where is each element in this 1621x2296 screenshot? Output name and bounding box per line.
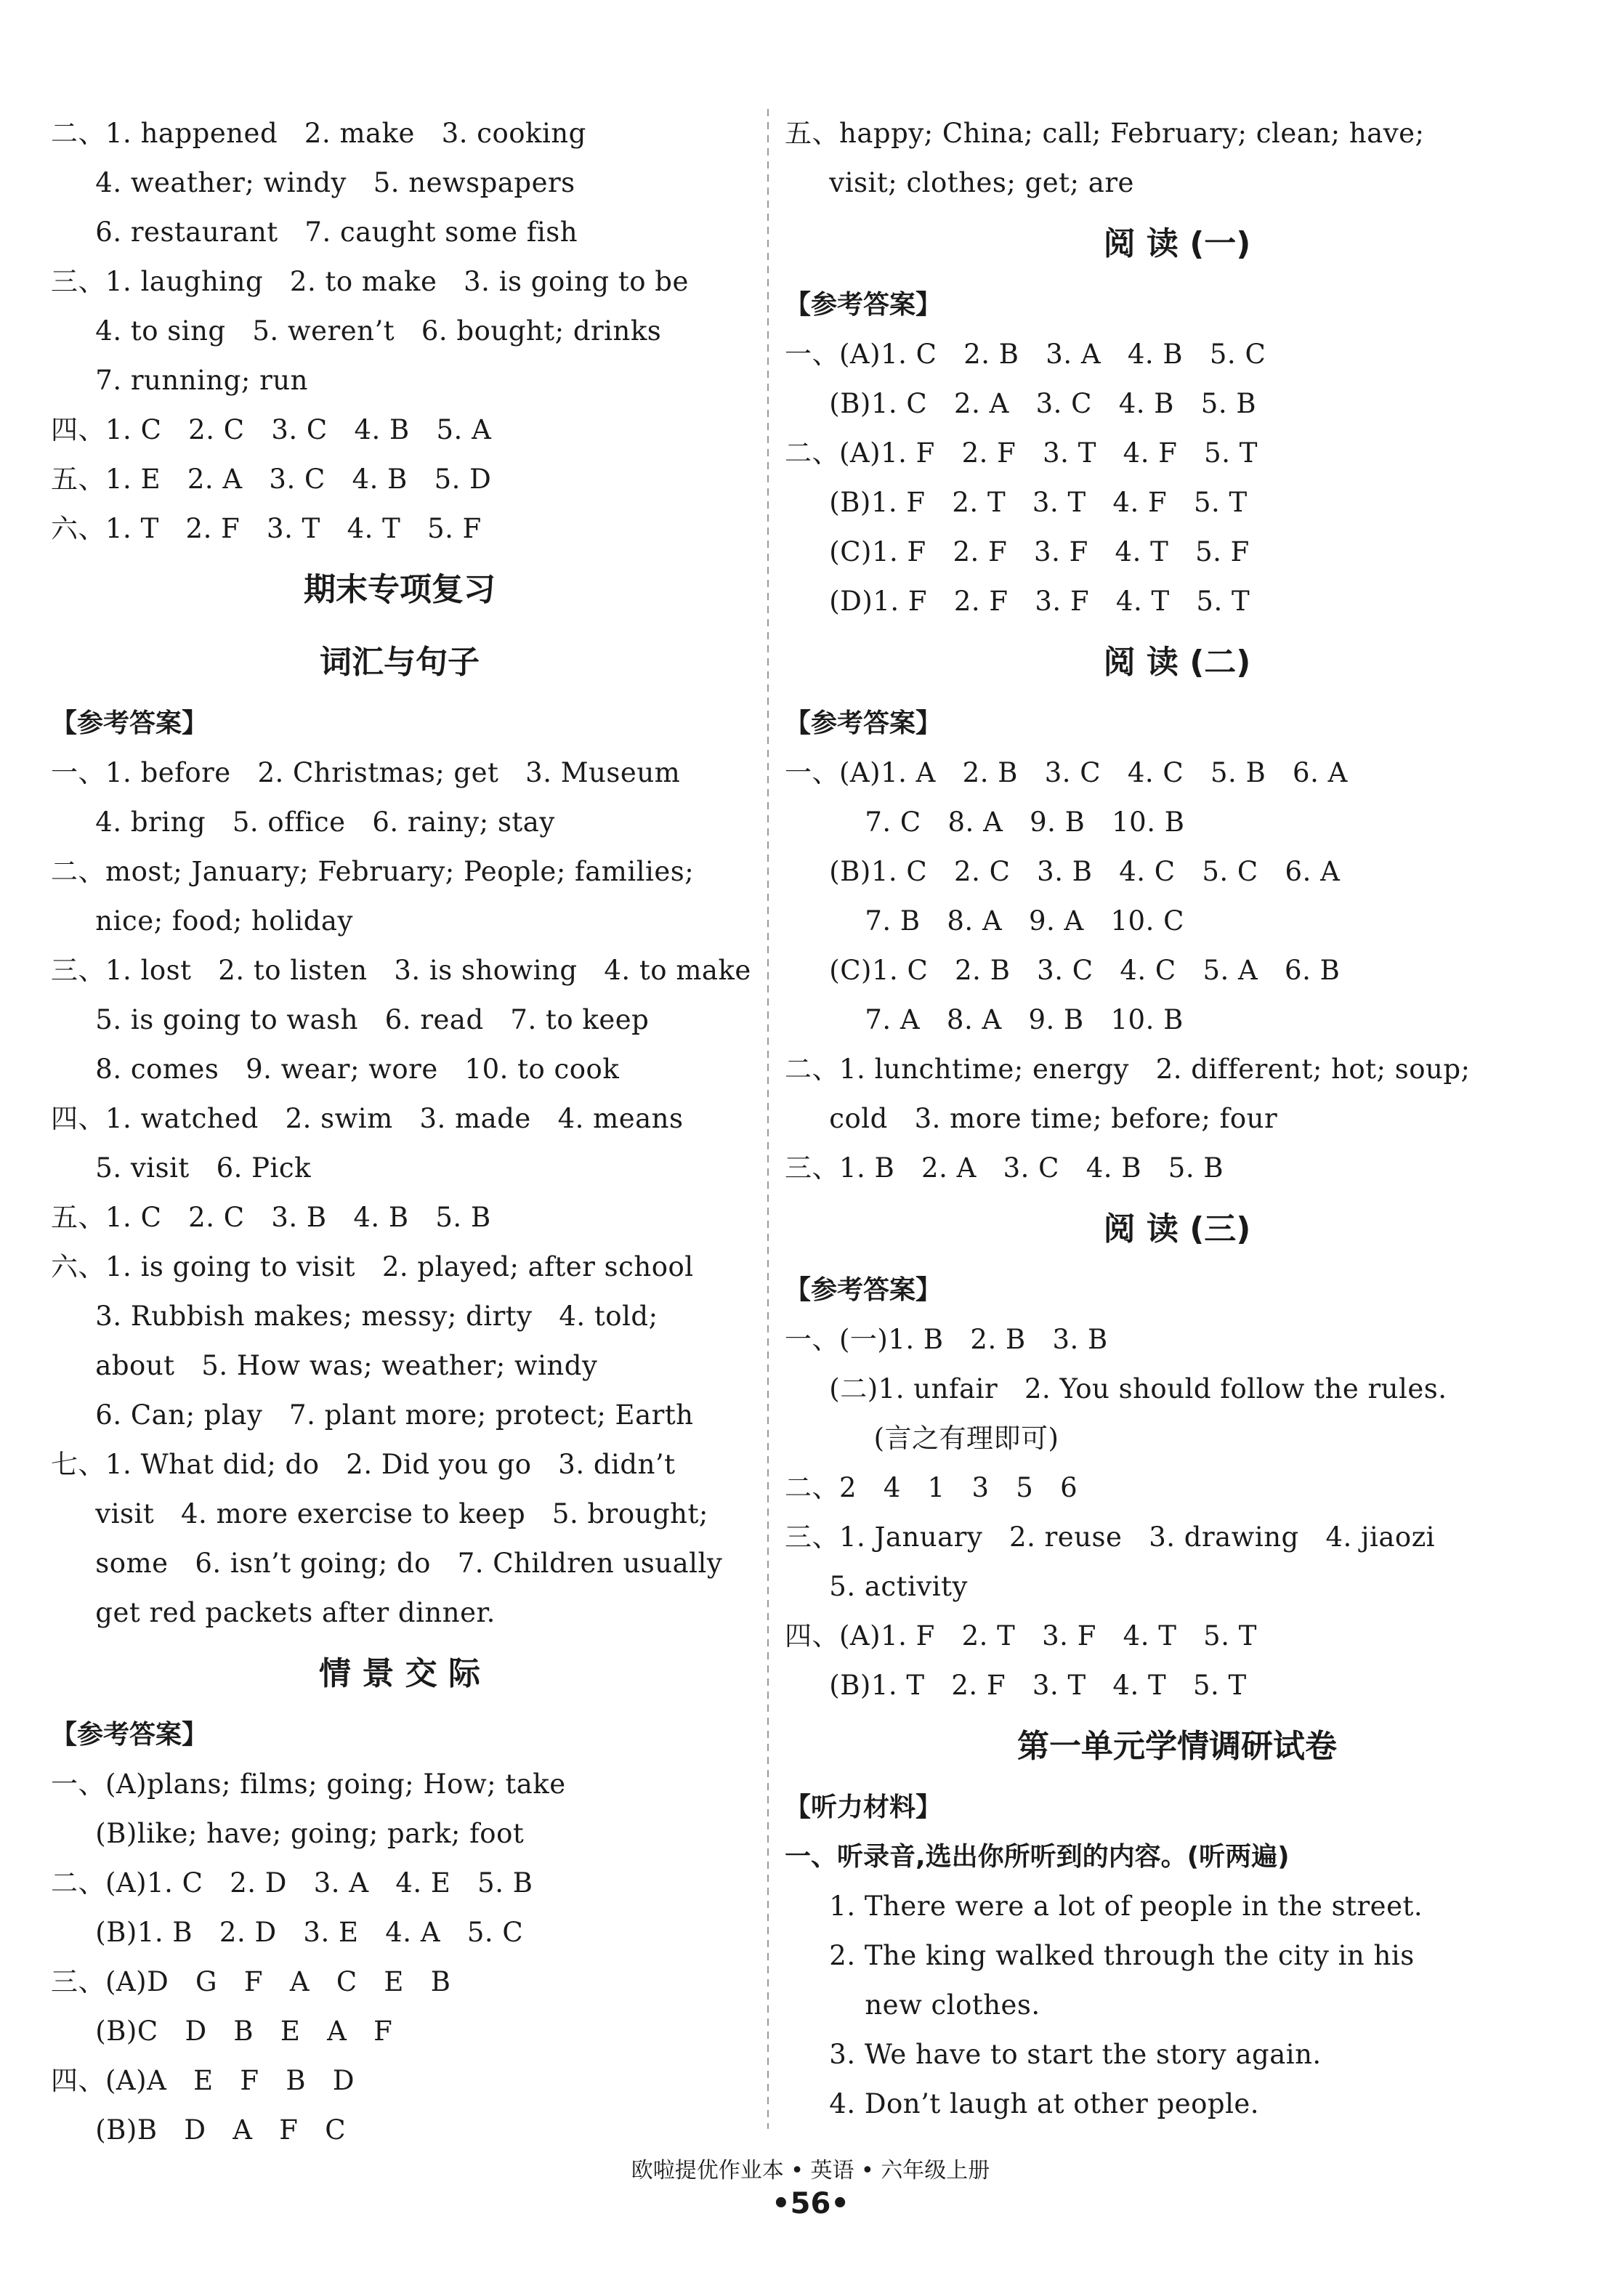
section-label: 【参考答案】 [785, 290, 942, 320]
answer-line: some 6. isn’t going; do 7. Children usually [51, 1548, 723, 1579]
answer-line: 7. B 8. A 9. A 10. C [785, 905, 1184, 937]
answer-line: cold 3. more time; before; four [785, 1103, 1278, 1134]
section-title: 阅 读 (一) [1103, 225, 1251, 262]
answer-line: 2. The king walked through the city in his [785, 1940, 1415, 1971]
answer-line: 一、(A)plans; films; going; How; take [51, 1769, 566, 1800]
answer-line: 六、1. T 2. F 3. T 4. T 5. F [51, 513, 482, 544]
section-title: 情 景 交 际 [319, 1655, 480, 1692]
answer-line: 一、1. before 2. Christmas; get 3. Museum [51, 757, 681, 788]
answer-line: 7. running; run [51, 365, 308, 396]
answer-line: 3. We have to start the story again. [785, 2039, 1322, 2070]
section-label: 【参考答案】 [51, 708, 209, 738]
left-column [51, 109, 751, 2155]
answer-line: 三、(A)D G F A C E B [51, 1966, 451, 1997]
page-number: •56• [772, 2187, 849, 2220]
section-label: 一、听录音,选出你所听到的内容。(听两遍) [785, 1842, 1290, 1872]
answer-line: 三、1. laughing 2. to make 3. is going to be [51, 266, 689, 297]
answer-line: 6. Can; play 7. plant more; protect; Earth [51, 1399, 694, 1431]
answer-line: nice; food; holiday [51, 905, 353, 937]
answer-line: 二、(A)1. C 2. D 3. A 4. E 5. B [51, 1867, 533, 1899]
answer-line: about 5. How was; weather; windy [51, 1350, 598, 1381]
answer-line: 二、2 4 1 3 5 6 [785, 1472, 1078, 1503]
answer-line: 7. A 8. A 9. B 10. B [785, 1004, 1184, 1035]
answer-line: 3. Rubbish makes; messy; dirty 4. told; [51, 1301, 658, 1332]
answer-line: 五、1. E 2. A 3. C 4. B 5. D [51, 464, 492, 495]
answer-line: 六、1. is going to visit 2. played; after school [51, 1251, 694, 1282]
answer-line: 4. bring 5. office 6. rainy; stay [51, 807, 555, 838]
answer-line: 5. is going to wash 6. read 7. to keep [51, 1004, 650, 1035]
answer-line: (B)1. B 2. D 3. E 4. A 5. C [51, 1917, 524, 1948]
answer-line: 三、1. B 2. A 3. C 4. B 5. B [785, 1152, 1224, 1184]
answer-line: (B)1. T 2. F 3. T 4. T 5. T [785, 1670, 1247, 1701]
answer-line: 四、1. watched 2. swim 3. made 4. means [51, 1103, 684, 1134]
section-title: 词汇与句子 [320, 644, 480, 681]
section-title: 第一单元学情调研试卷 [1017, 1728, 1337, 1765]
answer-line: 四、(A)1. F 2. T 3. F 4. T 5. T [785, 1620, 1257, 1652]
section-title: 期末专项复习 [304, 571, 496, 608]
answer-line: 二、most; January; February; People; families; [51, 856, 695, 887]
answer-line: 4. Don’t laugh at other people. [785, 2088, 1260, 2119]
answer-line: (B)like; have; going; park; foot [51, 1818, 525, 1849]
answer-line: 二、(A)1. F 2. F 3. T 4. F 5. T [785, 437, 1258, 469]
answer-line: visit; clothes; get; are [785, 167, 1134, 198]
answer-line: (二)1. unfair 2. You should follow the rules. [785, 1373, 1447, 1404]
answer-line: 二、1. lunchtime; energy 2. different; hot; soup; [785, 1054, 1471, 1085]
answer-line: 4. to sing 5. weren’t 6. bought; drinks [51, 315, 662, 347]
answer-line: 三、1. lost 2. to listen 3. is showing 4. to make [51, 955, 751, 986]
right-column [785, 109, 1569, 2129]
answer-line: new clothes. [785, 1989, 1040, 2021]
answer-line: 4. weather; windy 5. newspapers [51, 167, 575, 198]
section-label: 【参考答案】 [51, 1720, 209, 1750]
answer-line: 7. C 8. A 9. B 10. B [785, 807, 1185, 838]
answer-line: 一、(一)1. B 2. B 3. B [785, 1324, 1108, 1355]
section-title: 阅 读 (三) [1103, 1210, 1251, 1248]
answer-line: (言之有理即可) [785, 1423, 1059, 1454]
section-title: 阅 读 (二) [1103, 644, 1251, 681]
answer-line: 一、(A)1. A 2. B 3. C 4. C 5. B 6. A [785, 757, 1348, 788]
answer-line: (B)1. C 2. C 3. B 4. C 5. C 6. A [785, 856, 1341, 887]
answer-line: visit 4. more exercise to keep 5. brought; [51, 1498, 708, 1529]
answer-line: (C)1. C 2. B 3. C 4. C 5. A 6. B [785, 955, 1341, 986]
footer-book-title: 欧啦提优作业本 • 英语 • 六年级上册 [631, 2158, 990, 2183]
answer-line: 8. comes 9. wear; wore 10. to cook [51, 1054, 620, 1085]
answer-line: 一、(A)1. C 2. B 3. A 4. B 5. C [785, 339, 1266, 370]
answer-line: (B)1. C 2. A 3. C 4. B 5. B [785, 388, 1257, 419]
section-label: 【听力材料】 [785, 1792, 942, 1822]
section-label: 【参考答案】 [785, 708, 942, 738]
answer-line: 五、1. C 2. C 3. B 4. B 5. B [51, 1202, 491, 1233]
answer-line: 三、1. January 2. reuse 3. drawing 4. jiaozi [785, 1521, 1436, 1553]
answer-line: 5. visit 6. Pick [51, 1152, 312, 1184]
answer-line: (D)1. F 2. F 3. F 4. T 5. T [785, 586, 1250, 617]
answer-line: 5. activity [785, 1571, 968, 1602]
answer-line: (B)1. F 2. T 3. T 4. F 5. T [785, 487, 1248, 518]
answer-line: (B)C D B E A F [51, 2016, 393, 2047]
answer-line: 五、happy; China; call; February; clean; have; [785, 118, 1425, 149]
section-label: 【参考答案】 [785, 1275, 942, 1305]
answer-line: get red packets after dinner. [51, 1597, 496, 1628]
column-divider [767, 109, 769, 2129]
answer-line: 四、(A)A E F B D [51, 2065, 355, 2096]
answer-line: 1. There were a lot of people in the street. [785, 1891, 1423, 1922]
answer-line: 二、1. happened 2. make 3. cooking [51, 118, 586, 149]
answer-line: 6. restaurant 7. caught some fish [51, 217, 578, 248]
answer-line: (B)B D A F C [51, 2114, 347, 2146]
answer-line: 七、1. What did; do 2. Did you go 3. didn’t [51, 1449, 676, 1480]
answer-line: (C)1. F 2. F 3. F 4. T 5. F [785, 536, 1250, 567]
answer-line: 四、1. C 2. C 3. C 4. B 5. A [51, 414, 492, 445]
